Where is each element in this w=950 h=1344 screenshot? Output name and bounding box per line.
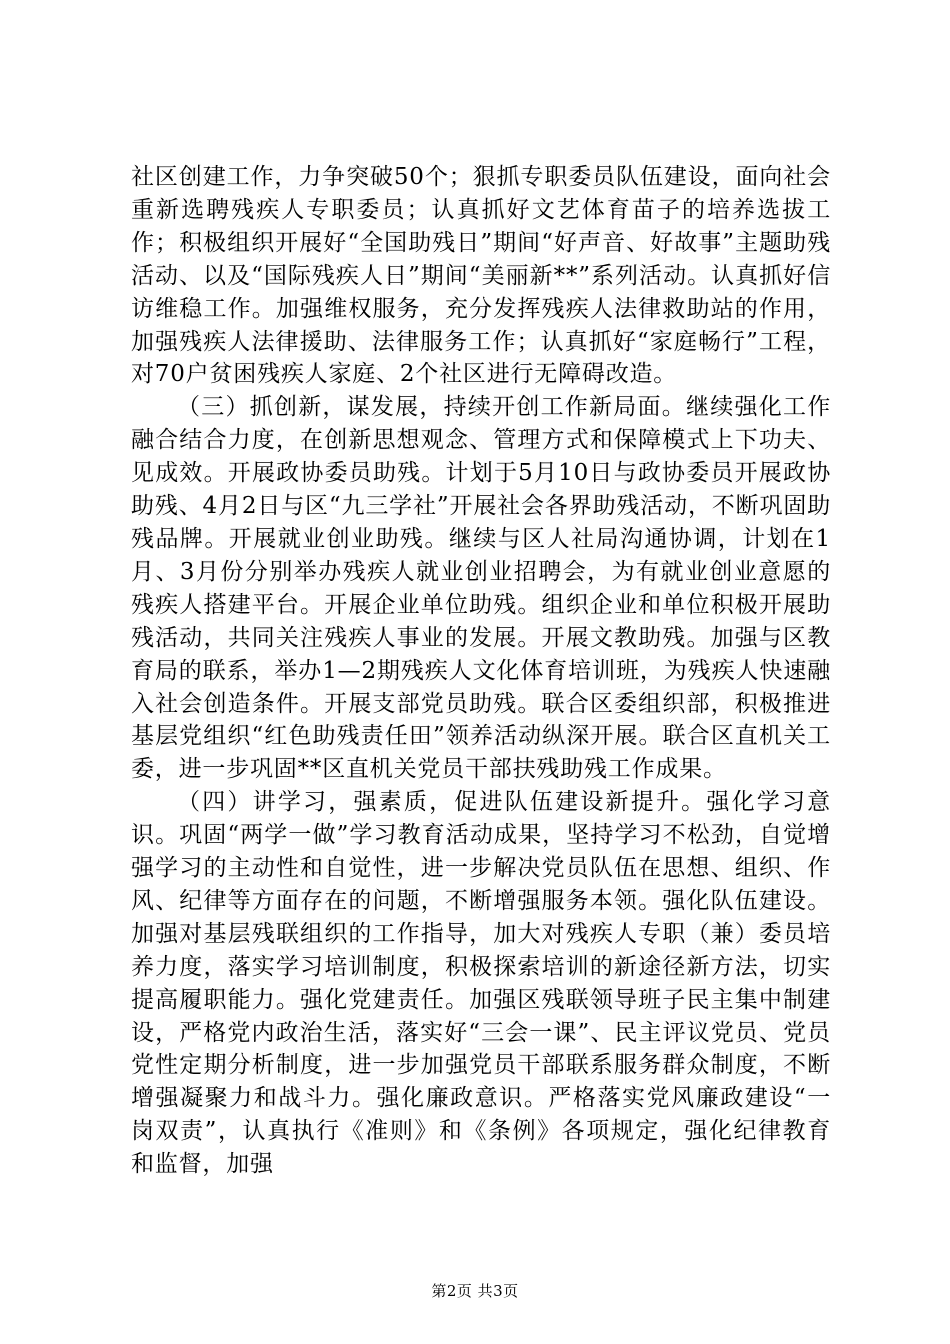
paragraph-section-three: （三）抓创新，谋发展，持续开创工作新局面。继续强化工作融合结合力度，在创新思想观念、管理方式和保障模式上下功夫、见成效。开展政协委员助残。计划于5月10日与政协委员开展政协助残、4月2日与区“九三学社”开展社会各界助残活动，不断巩固助残品牌。开展就业创业助残。继续与区人社局沟通协调，计划在1月、3月份分别举办残疾人就业创业招聘会，为有就业创业意愿的残疾人搭建平台。开展企业单位助残。组织企业和单位积极开展助残活动，共同关注残疾人事业的发展。开展文教助残。加强与区教育局的联系，举办1—2期残疾人文化体育培训班，为残疾人快速融入社会创造条件。开展支部党员助残。联合区委组织部，积极推进基层党组织“红色助残责任田”领养活动纵深开展。联合区直机关工委，进一步巩固**区直机关党员干部扶残助残工作成果。 — [131, 394, 831, 783]
page-number-footer: 第2页 共3页 — [431, 1282, 519, 1300]
document-body — [131, 161, 831, 1181]
paragraph-continuation: 社区创建工作，力争突破50个；狠抓专职委员队伍建设，面向社会重新选聘残疾人专职委员；认真抓好文艺体育苗子的培养选拔工作；积极组织开展好“全国助残日”期间“好声音、好故事”主题助残活动、以及“国际残疾人日”期间“美丽新**”系列活动。认真抓好信访维稳工作。加强维权服务，充分发挥残疾人法律救助站的作用，加强残疾人法律援助、法律服务工作；认真抓好“家庭畅行”工程，对70户贫困残疾人家庭、2个社区进行无障碍改造。 — [131, 164, 831, 388]
paragraph-section-four: （四）讲学习，强素质，促进队伍建设新提升。强化学习意识。巩固“两学一做”学习教育活动成果，坚持学习不松劲，自觉增强学习的主动性和自觉性，进一步解决党员队伍在思想、组织、作风、纪律等方面存在的问题，不断增强服务本领。强化队伍建设。加强对基层残联组织的工作指导，加大对残疾人专职（兼）委员培养力度，落实学习培训制度，积极探索培训的新途径新方法，切实提高履职能力。强化党建责任。加强区残联领导班子民主集中制建设，严格党内政治生活，落实好“三会一课”、民主评议党员、党员党性定期分析制度，进一步加强党员干部联系服务群众制度，不断增强凝聚力和战斗力。强化廉政意识。严格落实党风廉政建设“一岗双责”，认真执行《准则》和《条例》各项规定，强化纪律教育和监督，加强 — [131, 789, 831, 1178]
